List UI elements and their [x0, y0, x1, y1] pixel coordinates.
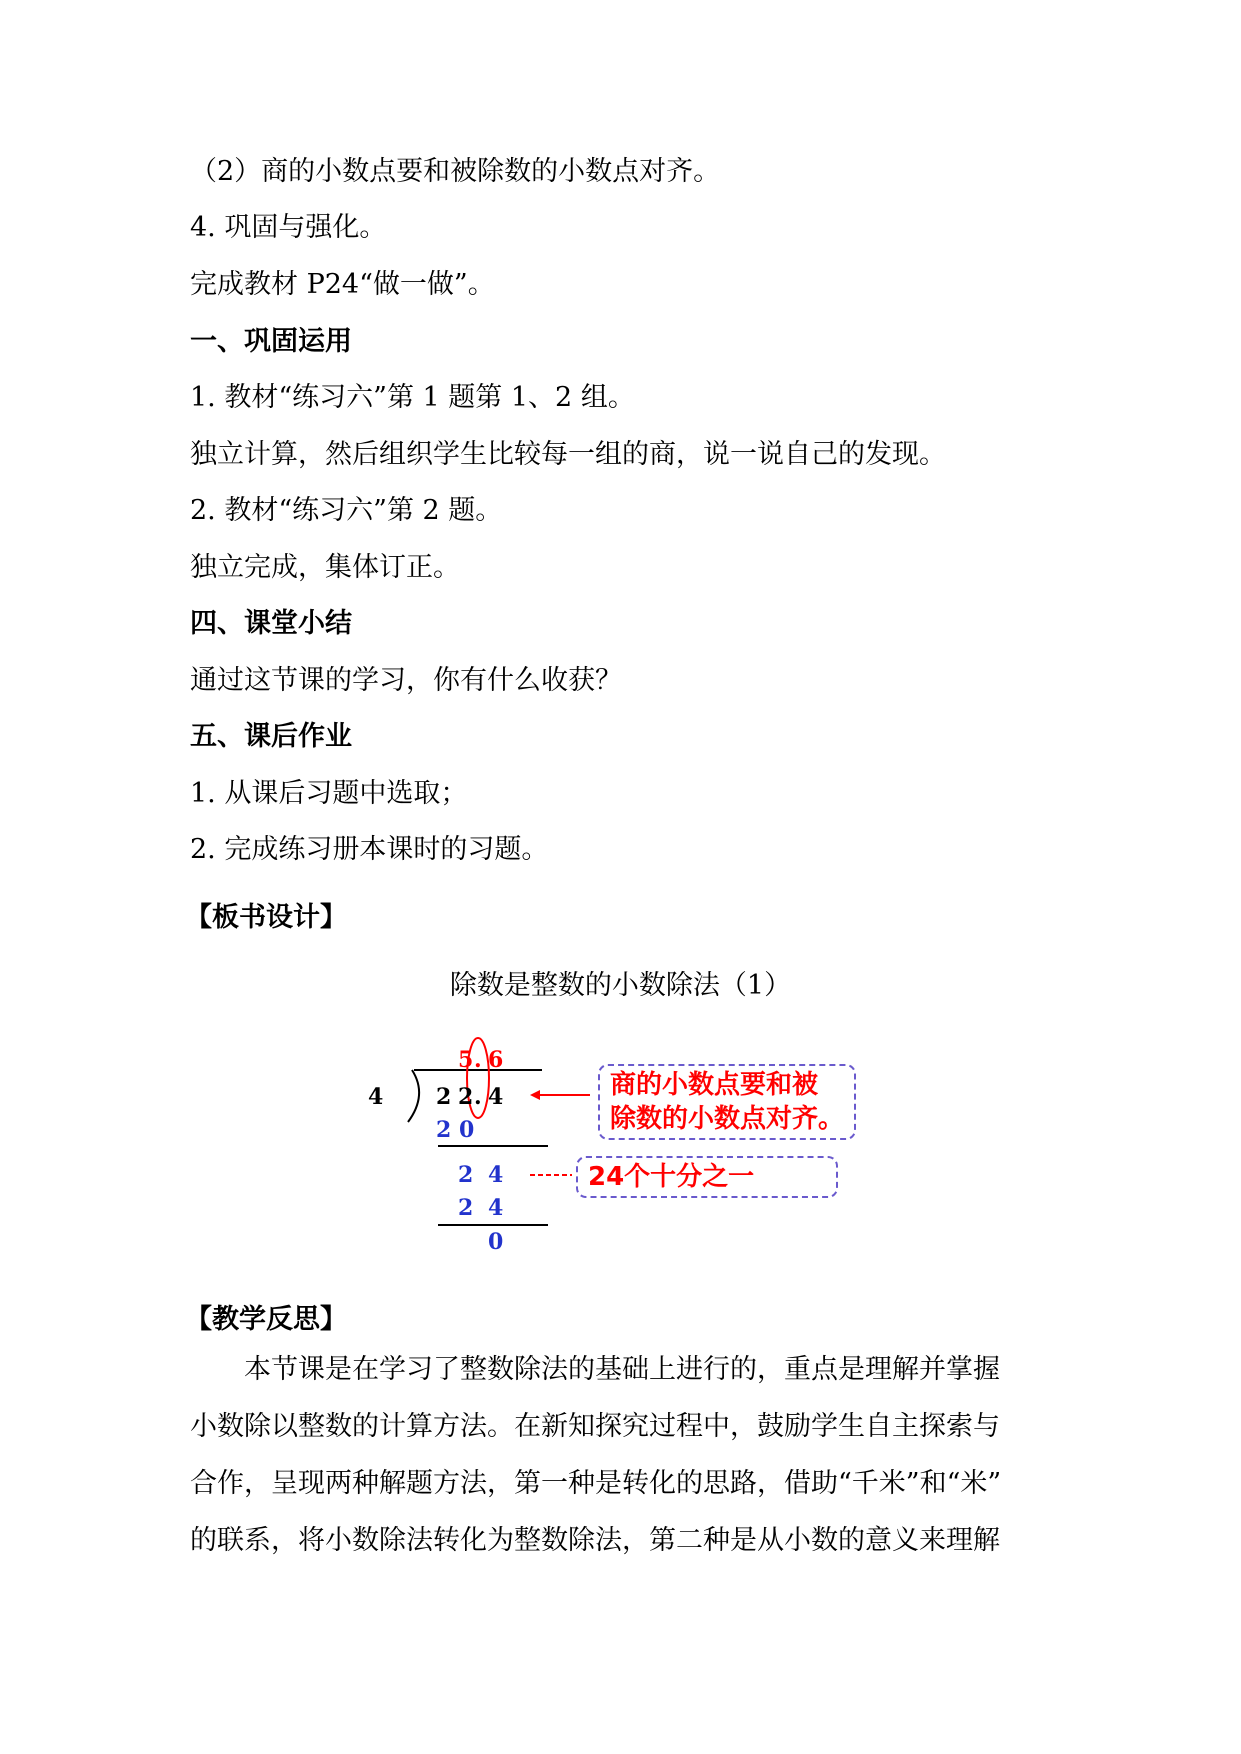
text-line: 1. 教材“练习六”第 1 题第 1、2 组。 — [190, 382, 635, 413]
division-bracket — [408, 1070, 419, 1122]
board-title: 除数是整数的小数除法（1） — [449, 970, 792, 1001]
step-digit: 4 — [488, 1195, 504, 1221]
quotient-digit: 6 — [488, 1047, 504, 1073]
text-line: 独立计算，然后组织学生比较每一组的商，说一说自己的发现。 — [190, 439, 946, 470]
text-line: （2）商的小数点要和被除数的小数点对齐。 — [190, 156, 721, 187]
long-division-diagram — [350, 1030, 910, 1260]
reflection-line: 合作，呈现两种解题方法，第一种是转化的思路，借助“千米”和“米” — [190, 1468, 1002, 1499]
step-digit: 2 — [458, 1162, 474, 1188]
quotient-digit: 5 — [458, 1047, 474, 1073]
step-product: 2 0 — [436, 1117, 475, 1143]
quotient-point: . — [474, 1047, 482, 1073]
step-digit: 4 — [488, 1162, 504, 1188]
text-line: 完成教材 P24“做一做”。 — [190, 269, 495, 300]
dividend-point: . — [474, 1084, 482, 1110]
step-digit: 2 — [458, 1195, 474, 1221]
text-line: 2. 教材“练习六”第 2 题。 — [190, 495, 503, 526]
arrow-head-icon — [530, 1090, 540, 1100]
reflection-text: 本节课是在学习了整数除法的基础上进行的，重点是理解并掌握 — [244, 1354, 1000, 1385]
remainder: 0 — [488, 1229, 504, 1255]
section-heading: 五、课后作业 — [190, 721, 352, 752]
text-line: 4. 巩固与强化。 — [190, 212, 387, 243]
text-line: 2. 完成练习册本课时的习题。 — [190, 834, 549, 865]
dividend-digit: 4 — [488, 1084, 504, 1110]
dividend-digit: 2 — [436, 1084, 452, 1110]
reflection-line — [190, 1341, 1060, 1398]
section-heading: 一、巩固运用 — [190, 326, 352, 357]
text-line: 1. 从课后习题中选取； — [190, 778, 468, 809]
note-decimal-alignment — [598, 1064, 856, 1140]
divisor: 4 — [368, 1084, 384, 1110]
note-line: 商的小数点要和被 — [610, 1070, 819, 1100]
text-line: 独立完成，集体订正。 — [190, 552, 460, 583]
reflection-line: 小数除以整数的计算方法。在新知探究过程中，鼓励学生自主探索与 — [190, 1411, 1000, 1442]
reflection-heading: 【教学反思】 — [185, 1304, 347, 1335]
note-line: 24个十分之一 — [588, 1162, 755, 1192]
dividend-digit: 2 — [458, 1084, 474, 1110]
note-tenths — [576, 1156, 838, 1198]
text-line: 通过这节课的学习，你有什么收获？ — [190, 665, 622, 696]
section-heading: 四、课堂小结 — [190, 608, 352, 639]
board-design-heading: 【板书设计】 — [185, 902, 347, 933]
reflection-line: 的联系，将小数除法转化为整数除法，第二种是从小数的意义来理解 — [190, 1525, 1000, 1556]
note-line: 除数的小数点对齐。 — [610, 1104, 845, 1134]
